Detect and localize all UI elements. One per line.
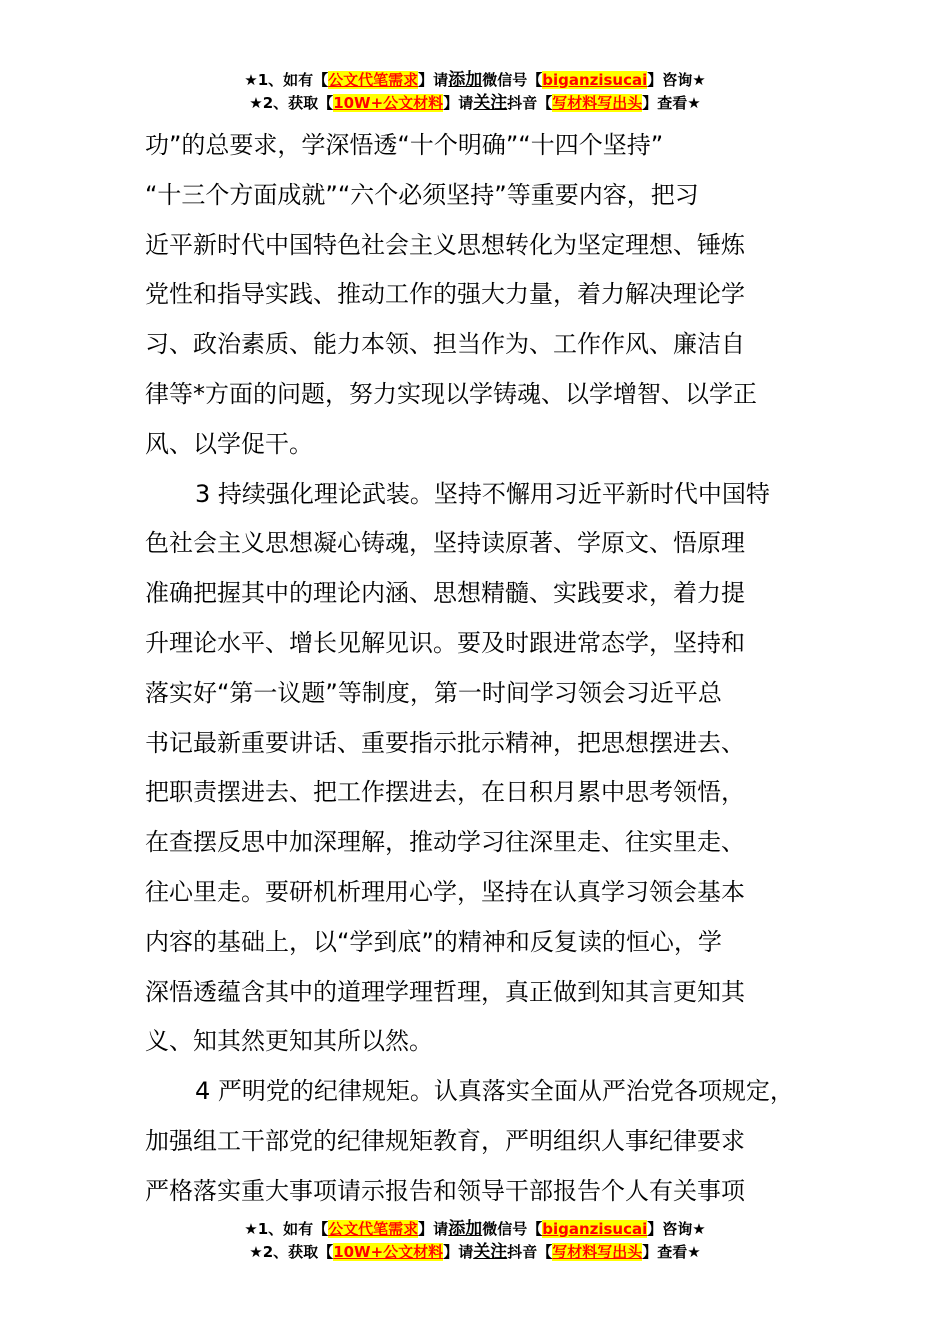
banner-text: ★1、如有【 xyxy=(244,1220,329,1238)
banner-underline: 添加 xyxy=(448,1219,483,1239)
banner-text: ★2、获取【 xyxy=(249,1243,334,1261)
banner-text: 】请 xyxy=(418,71,449,89)
banner-text: 抖音【 xyxy=(507,94,553,112)
banner-highlight: 10W+公文材料 xyxy=(333,94,444,112)
text-line: 习、政治素质、能力本领、担当作为、工作作风、廉洁自 xyxy=(145,330,745,359)
banner-line-2 xyxy=(0,92,950,115)
banner-highlight: biganzisucai xyxy=(542,71,648,89)
banner-underline: 关注 xyxy=(473,1242,508,1262)
banner-line-2 xyxy=(0,1241,950,1264)
text-line: 加强组工干部党的纪律规矩教育，严明组织人事纪律要求 xyxy=(145,1126,745,1155)
text-line: 党性和指导实践、推动工作的强大力量，着力解决理论学 xyxy=(145,280,745,309)
banner-text: 】咨询★ xyxy=(647,1220,706,1238)
banner-highlight: 写材料写出头 xyxy=(552,94,643,112)
banner-line-1 xyxy=(0,69,950,92)
banner-text: 】咨询★ xyxy=(647,71,706,89)
banner-underline: 添加 xyxy=(448,70,483,90)
banner-highlight: 10W+公文材料 xyxy=(333,1243,444,1261)
banner-text: ★2、获取【 xyxy=(249,94,334,112)
banner-highlight: 写材料写出头 xyxy=(552,1243,643,1261)
banner-text: 微信号【 xyxy=(482,1220,543,1238)
text-line: “十三个方面成就”“六个必须坚持”等重要内容，把习 xyxy=(145,180,699,209)
banner-text: 】查看★ xyxy=(642,1243,701,1261)
text-line: 落实好“第一议题”等制度，第一时间学习领会习近平总 xyxy=(145,678,722,707)
text-line: 准确把握其中的理论内涵、思想精髓、实践要求，着力提 xyxy=(145,579,745,608)
text-line: 功”的总要求，学深悟透“十个明确”“十四个坚持” xyxy=(145,131,664,159)
banner-text: 】查看★ xyxy=(642,94,701,112)
banner-text: 抖音【 xyxy=(507,1243,553,1261)
banner-highlight: biganzisucai xyxy=(542,1220,648,1238)
text-line: 书记最新重要讲话、重要指示批示精神，把思想摆进去、 xyxy=(145,728,745,757)
footer-banner xyxy=(0,1218,950,1264)
text-line: 律等*方面的问题，努力实现以学铸魂、以学增智、以学正 xyxy=(145,379,757,408)
banner-highlight: 公文代笔需求 xyxy=(328,71,419,89)
text-line: 义、知其然更知其所以然。 xyxy=(145,1027,433,1056)
banner-text: 】请 xyxy=(443,94,474,112)
text-line: 把职责摆进去、把工作摆进去，在日积月累中思考领悟， xyxy=(145,778,745,807)
banner-text: 】请 xyxy=(418,1220,449,1238)
banner-text: ★1、如有【 xyxy=(244,71,329,89)
text-line: 在查摆反思中加深理解，推动学习往深里走、往实里走、 xyxy=(145,828,745,857)
text-line: 色社会主义思想凝心铸魂，坚持读原著、学原文、悟原理 xyxy=(145,529,745,558)
text-line: 内容的基础上，以“学到底”的精神和反复读的恒心，学 xyxy=(145,927,722,956)
banner-line-1 xyxy=(0,1218,950,1241)
body-text xyxy=(145,121,845,1217)
text-line: 深悟透蕴含其中的道理学理哲理，真正做到知其言更知其 xyxy=(145,977,745,1006)
text-line: 4 严明党的纪律规矩。认真落实全面从严治党各项规定， xyxy=(195,1077,794,1106)
text-line: 3 持续强化理论武装。坚持不懈用习近平新时代中国特 xyxy=(195,479,770,508)
banner-underline: 关注 xyxy=(473,93,508,113)
text-line: 严格落实重大事项请示报告和领导干部报告个人有关事项 xyxy=(145,1176,745,1205)
text-line: 风、以学促干。 xyxy=(145,429,313,458)
banner-text: 】请 xyxy=(443,1243,474,1261)
text-line: 近平新时代中国特色社会主义思想转化为坚定理想、锤炼 xyxy=(145,230,745,259)
banner-highlight: 公文代笔需求 xyxy=(328,1220,419,1238)
banner-text: 微信号【 xyxy=(482,71,543,89)
text-line: 升理论水平、增长见解见识。要及时跟进常态学，坚持和 xyxy=(145,628,745,657)
text-line: 往心里走。要研机析理用心学，坚持在认真学习领会基本 xyxy=(145,877,745,906)
header-banner xyxy=(0,69,950,115)
